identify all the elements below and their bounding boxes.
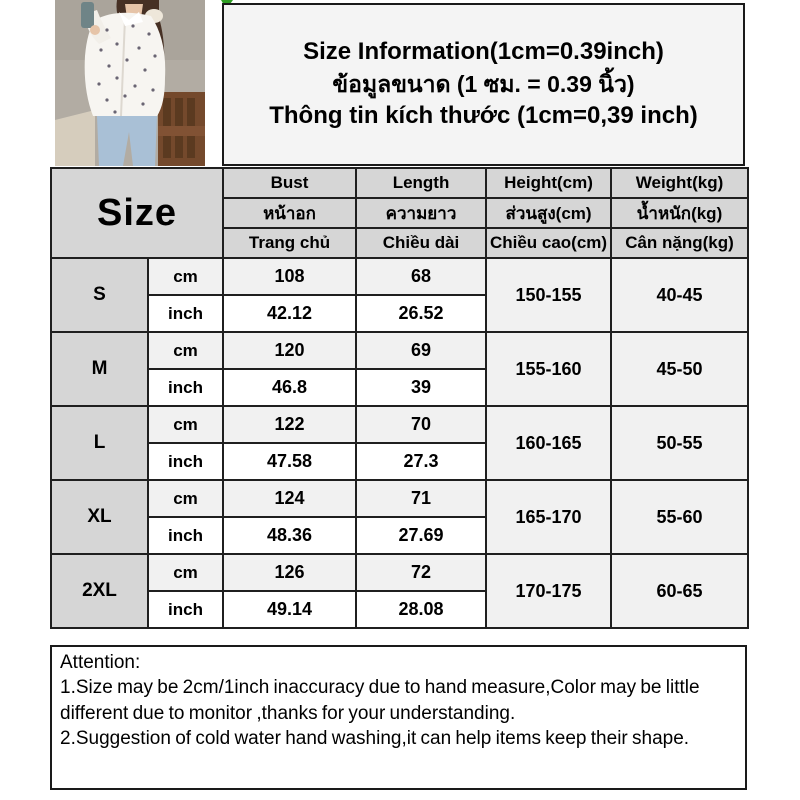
height-m: 155-160	[486, 332, 611, 406]
bust-inch-s: 42.12	[223, 295, 356, 332]
bust-cm-xl: 124	[223, 480, 356, 517]
bust-inch-m: 46.8	[223, 369, 356, 406]
col-length-vi: Chiều dài	[356, 228, 486, 258]
row-2xl-cm	[51, 554, 748, 591]
weight-xl: 55-60	[611, 480, 748, 554]
title-vietnamese: Thông tin kích thước (1cm=0,39 inch)	[269, 102, 698, 130]
length-inch-m: 39	[356, 369, 486, 406]
size-label-m: M	[51, 332, 148, 406]
bust-cm-l: 122	[223, 406, 356, 443]
model-photo-illustration	[55, 0, 205, 166]
col-height-vi: Chiều cao(cm)	[486, 228, 611, 258]
header-row-english	[51, 168, 748, 198]
height-s: 150-155	[486, 258, 611, 332]
bust-cm-m: 120	[223, 332, 356, 369]
weight-s: 40-45	[611, 258, 748, 332]
size-label-l: L	[51, 406, 148, 480]
length-cm-xl: 71	[356, 480, 486, 517]
title-thai: ข้อมูลขนาด (1 ซม. = 0.39 นิ้ว)	[332, 70, 635, 97]
unit-cell: cm	[148, 554, 223, 591]
row-l-cm	[51, 406, 748, 443]
length-inch-s: 26.52	[356, 295, 486, 332]
col-weight-th: น้ำหนัก(kg)	[611, 198, 748, 228]
height-l: 160-165	[486, 406, 611, 480]
size-label-2xl: 2XL	[51, 554, 148, 628]
col-weight-vi: Cân nặng(kg)	[611, 228, 748, 258]
bust-cm-s: 108	[223, 258, 356, 295]
size-table	[50, 167, 749, 629]
row-m-cm	[51, 332, 748, 369]
weight-2xl: 60-65	[611, 554, 748, 628]
weight-m: 45-50	[611, 332, 748, 406]
unit-cell: cm	[148, 406, 223, 443]
unit-cell: cm	[148, 332, 223, 369]
size-information-title-box	[222, 3, 745, 166]
product-photo	[55, 0, 205, 166]
unit-cell: inch	[148, 443, 223, 480]
size-label-s: S	[51, 258, 148, 332]
height-2xl: 170-175	[486, 554, 611, 628]
attention-line-1: 1.Size may be 2cm/1inch inaccuracy due to hand measure,Color may be little different due to monitor ,thanks for your understanding.	[60, 677, 700, 724]
length-cm-m: 69	[356, 332, 486, 369]
col-weight-en: Weight(kg)	[611, 168, 748, 198]
attention-line-2: 2.Suggestion of cold water hand washing,it can help items keep their shape.	[60, 727, 690, 749]
unit-cell: cm	[148, 258, 223, 295]
bust-inch-2xl: 49.14	[223, 591, 356, 628]
row-xl-cm	[51, 480, 748, 517]
phone	[81, 2, 94, 28]
unit-cell: inch	[148, 369, 223, 406]
col-bust-en: Bust	[223, 168, 356, 198]
col-height-en: Height(cm)	[486, 168, 611, 198]
unit-cell: cm	[148, 480, 223, 517]
unit-cell: inch	[148, 517, 223, 554]
attention-box	[50, 645, 747, 790]
col-bust-th: หน้าอก	[223, 198, 356, 228]
length-inch-l: 27.3	[356, 443, 486, 480]
col-bust-vi: Trang chủ	[223, 228, 356, 258]
col-length-th: ความยาว	[356, 198, 486, 228]
height-xl: 165-170	[486, 480, 611, 554]
unit-cell: inch	[148, 591, 223, 628]
length-inch-xl: 27.69	[356, 517, 486, 554]
bust-inch-xl: 48.36	[223, 517, 356, 554]
attention-title: Attention:	[60, 652, 141, 673]
length-cm-s: 68	[356, 258, 486, 295]
length-cm-l: 70	[356, 406, 486, 443]
size-label-xl: XL	[51, 480, 148, 554]
col-length-en: Length	[356, 168, 486, 198]
row-s-cm	[51, 258, 748, 295]
length-cm-2xl: 72	[356, 554, 486, 591]
length-inch-2xl: 28.08	[356, 591, 486, 628]
col-height-th: ส่วนสูง(cm)	[486, 198, 611, 228]
unit-cell: inch	[148, 295, 223, 332]
bust-cm-2xl: 126	[223, 554, 356, 591]
weight-l: 50-55	[611, 406, 748, 480]
bust-inch-l: 47.58	[223, 443, 356, 480]
size-header-cell: Size	[51, 168, 223, 258]
title-english: Size Information(1cm=0.39inch)	[303, 38, 664, 66]
